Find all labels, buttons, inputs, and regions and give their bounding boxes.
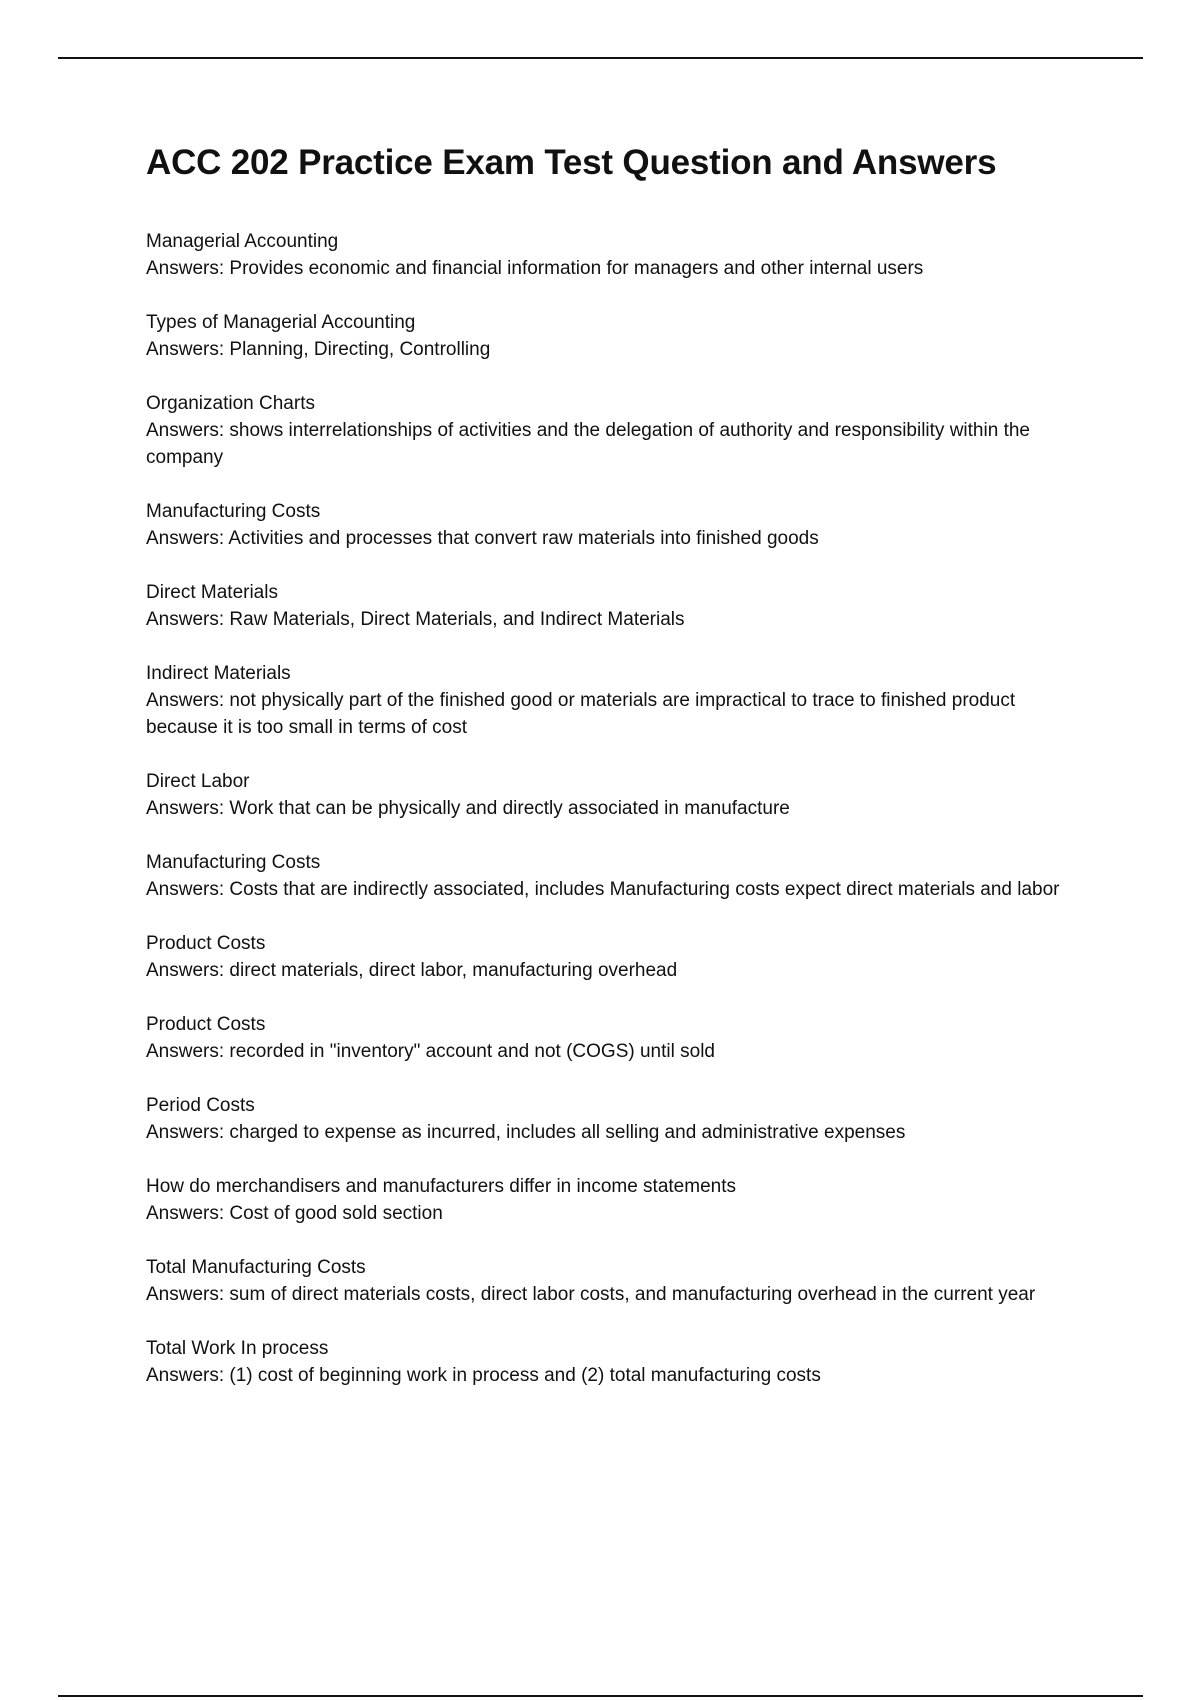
qa-question: Manufacturing Costs [146,501,321,522]
qa-answer: Answers: Cost of good sold section [146,1203,443,1224]
qa-answer: Answers: Planning, Directing, Controlling [146,339,491,360]
qa-item [146,768,1086,822]
qa-answer: Answers: shows interrelationships of activities and the delegation of authority and responsibility within the company [146,420,1030,468]
qa-answer: Answers: Raw Materials, Direct Materials, and Indirect Materials [146,609,685,630]
qa-list [146,228,1086,1389]
qa-question: Organization Charts [146,393,315,414]
qa-question: Total Work In process [146,1338,329,1359]
qa-answer: Answers: direct materials, direct labor, manufacturing overhead [146,960,678,981]
qa-item [146,228,1086,282]
qa-answer: Answers: (1) cost of beginning work in process and (2) total manufacturing costs [146,1365,821,1386]
qa-item [146,1173,1086,1227]
qa-item [146,1011,1086,1065]
qa-answer: Answers: not physically part of the finished good or materials are impractical to trace to finished product because it is too small in terms of cost [146,690,1016,738]
qa-item [146,849,1086,903]
qa-answer: Answers: recorded in "inventory" account and not (COGS) until sold [146,1041,715,1062]
bottom-rule [58,1695,1143,1697]
document-body [146,142,1086,1416]
qa-item [146,660,1086,741]
qa-answer: Answers: Work that can be physically and directly associated in manufacture [146,798,790,819]
qa-item [146,1254,1086,1308]
qa-question: Managerial Accounting [146,231,339,252]
document-title: ACC 202 Practice Exam Test Question and Answers [146,143,997,182]
qa-answer: Answers: Costs that are indirectly associated, includes Manufacturing costs expect direct materials and labor [146,879,1060,900]
top-rule [58,57,1143,59]
qa-answer: Answers: Activities and processes that convert raw materials into finished goods [146,528,819,549]
qa-item [146,1092,1086,1146]
qa-item [146,579,1086,633]
qa-question: Indirect Materials [146,663,291,684]
qa-item [146,309,1086,363]
qa-question: Period Costs [146,1095,255,1116]
qa-question: Types of Managerial Accounting [146,312,416,333]
qa-question: Product Costs [146,1014,266,1035]
qa-question: Direct Labor [146,771,250,792]
qa-answer: Answers: Provides economic and financial information for managers and other internal users [146,258,924,279]
qa-question: Product Costs [146,933,266,954]
qa-item [146,1335,1086,1389]
qa-item [146,390,1086,471]
qa-answer: Answers: charged to expense as incurred, includes all selling and administrative expenses [146,1122,906,1143]
qa-item [146,498,1086,552]
qa-question: Total Manufacturing Costs [146,1257,366,1278]
qa-question: How do merchandisers and manufacturers differ in income statements [146,1176,736,1197]
qa-item [146,930,1086,984]
qa-question: Manufacturing Costs [146,852,321,873]
qa-question: Direct Materials [146,582,278,603]
qa-answer: Answers: sum of direct materials costs, direct labor costs, and manufacturing overhead in the current year [146,1284,1036,1305]
